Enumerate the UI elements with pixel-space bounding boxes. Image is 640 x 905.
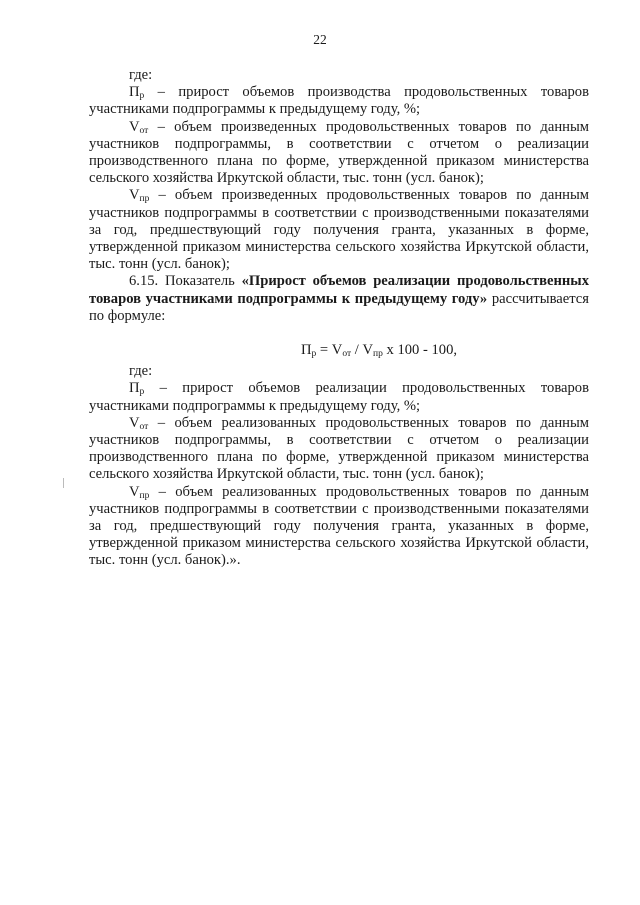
definition-text: – объем произведенных продовольственных товаров по данным участников подпрограммы, в соответствии с отчетом о реализации производственного плана по форме, утвержденной приказом министерства сельского хозяйства Иркутской области, тыс. тонн (усл. банок); (89, 118, 589, 187)
definition-text: – прирост объемов производства продовольственных товаров участниками подпрограммы к предыдущему году, %; (89, 84, 589, 118)
definition-vot-sales (89, 415, 589, 484)
symbol-subscript: от (139, 125, 149, 136)
definition-vpr-sales (89, 484, 589, 570)
formula-div: / V (351, 342, 373, 359)
formula-tail: х 100 - 100, (382, 342, 458, 359)
definition-text: – объем реализованных продовольственных товаров по данным участников подпрограммы, в соответствии с отчетом о реализации производственного плана по форме, утвержденной приказом министерства сельского хозяйства Иркутской области, тыс. тонн (усл. банок); (89, 414, 589, 483)
where-label-2: где: (129, 363, 153, 380)
indicator-paragraph (89, 273, 589, 325)
symbol-subscript: пр (139, 490, 150, 501)
margin-mark (63, 478, 64, 488)
symbol-p: П (129, 380, 140, 397)
symbol-v: V (129, 483, 140, 500)
definition-pr-sales (89, 380, 589, 414)
indicator-title: «Прирост объемов реализации продовольственных товаров участниками подпрограммы к предыдущему году» (89, 273, 590, 307)
definition-vpr-production (89, 187, 589, 273)
indicator-prefix: 6.15. Показатель (129, 273, 242, 290)
definition-vot-production (89, 119, 589, 188)
symbol-v: V (129, 187, 140, 204)
definition-text: – объем реализованных продовольственных товаров по данным участников подпрограммы в соответствии с производственными показателями за год, предшествующий году получения гранта, указанных в форме, утвержденной приказом министерства сельского хозяйства Иркутской области, тыс. тонн (усл. банок).». (89, 483, 589, 569)
formula-subscript: р (311, 349, 317, 360)
symbol-v: V (129, 118, 140, 135)
formula (89, 342, 589, 359)
formula-p: П (300, 342, 312, 359)
symbol-subscript: от (139, 421, 149, 432)
formula-subscript: пр (373, 349, 383, 360)
symbol-subscript: пр (139, 194, 150, 205)
definition-pr-production (89, 84, 589, 118)
formula-eq: = V (316, 342, 343, 359)
document-body (89, 67, 589, 570)
symbol-subscript: р (139, 91, 145, 102)
definition-text: – объем произведенных продовольственных товаров по данным участников подпрограммы в соответствии с производственными показателями за год, предшествующий году получения гранта, указанных в форме, утвержденной приказом министерства сельского хозяйства Иркутской области, тыс. тонн (усл. банок); (89, 187, 589, 273)
symbol-v: V (129, 414, 140, 431)
formula-subscript: от (342, 349, 352, 360)
page-number: 22 (313, 32, 327, 47)
definition-text: – прирост объемов реализации продовольственных товаров участниками подпрограммы к предыдущему году, %; (89, 380, 589, 414)
symbol-p: П (129, 84, 140, 101)
where-label-1: где: (129, 67, 153, 83)
indicator-suffix: рассчитывается по формуле: (89, 290, 590, 324)
symbol-subscript: р (139, 387, 145, 398)
